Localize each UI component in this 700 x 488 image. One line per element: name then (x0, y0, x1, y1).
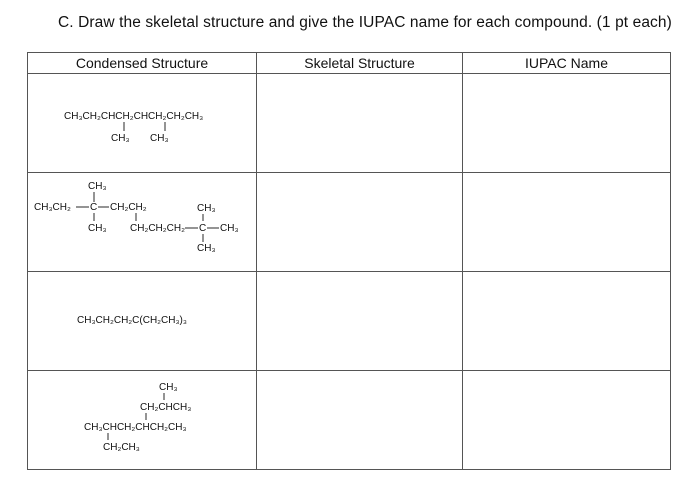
main-chain-right: CH₂CH₂ (110, 202, 147, 213)
main-chain-left: CH₃CH₂ (34, 202, 71, 213)
condensed-formula: CH₃CH₂CH₂C(CH₂CH₃)₃ (77, 315, 187, 326)
methyl-branch: CH₃ (150, 133, 169, 144)
header-condensed-structure: Condensed Structure (28, 53, 257, 74)
condensed-structure-cell (28, 173, 257, 272)
table-header-row (28, 53, 671, 74)
iupac-name-answer-cell[interactable] (463, 173, 671, 272)
methyl-branch: CH₃ (88, 223, 107, 234)
iupac-name-answer-cell[interactable] (463, 272, 671, 371)
skeletal-structure-answer-cell[interactable] (257, 74, 463, 173)
isobutyl-branch: CH₂CHCH₃ (140, 402, 192, 413)
ethyl-branch: CH₂CH₃ (103, 442, 140, 453)
condensed-structure-1 (28, 74, 257, 172)
table-row (28, 74, 671, 173)
iupac-name-answer-cell[interactable] (463, 371, 671, 470)
methyl-branch: CH₃ (220, 223, 239, 234)
header-iupac-name: IUPAC Name (463, 53, 671, 74)
iupac-name-answer-cell[interactable] (463, 74, 671, 173)
condensed-structure-cell (28, 74, 257, 173)
methyl-branch: CH₃ (111, 133, 130, 144)
question-title: C. Draw the skeletal structure and give the IUPAC name for each compound. (1 pt each) (58, 14, 672, 31)
condensed-structure-2 (28, 173, 257, 271)
table-row (28, 371, 671, 470)
methyl-branch: CH₃ (88, 181, 107, 192)
header-skeletal-structure: Skeletal Structure (257, 53, 463, 74)
compound-table (27, 52, 671, 470)
main-chain: CH₃CH₂CHCH₂CHCH₂CH₂CH₃ (64, 111, 204, 122)
table-row (28, 272, 671, 371)
skeletal-structure-answer-cell[interactable] (257, 371, 463, 470)
condensed-structure-4 (28, 371, 257, 469)
main-chain: CH₃CHCH₂CHCH₂CH₃ (84, 422, 187, 433)
condensed-structure-cell (28, 272, 257, 371)
methyl-branch: CH₃ (197, 243, 216, 254)
propyl-chain: CH₂CH₂CH₂ (130, 223, 185, 234)
table-row (28, 173, 671, 272)
condensed-structure-cell (28, 371, 257, 470)
methyl-branch: CH₃ (159, 382, 178, 393)
skeletal-structure-answer-cell[interactable] (257, 272, 463, 371)
quaternary-carbon: C (90, 202, 98, 213)
quaternary-carbon: C (199, 223, 207, 234)
condensed-structure-3 (28, 272, 257, 370)
skeletal-structure-answer-cell[interactable] (257, 173, 463, 272)
methyl-branch: CH₃ (197, 203, 216, 214)
